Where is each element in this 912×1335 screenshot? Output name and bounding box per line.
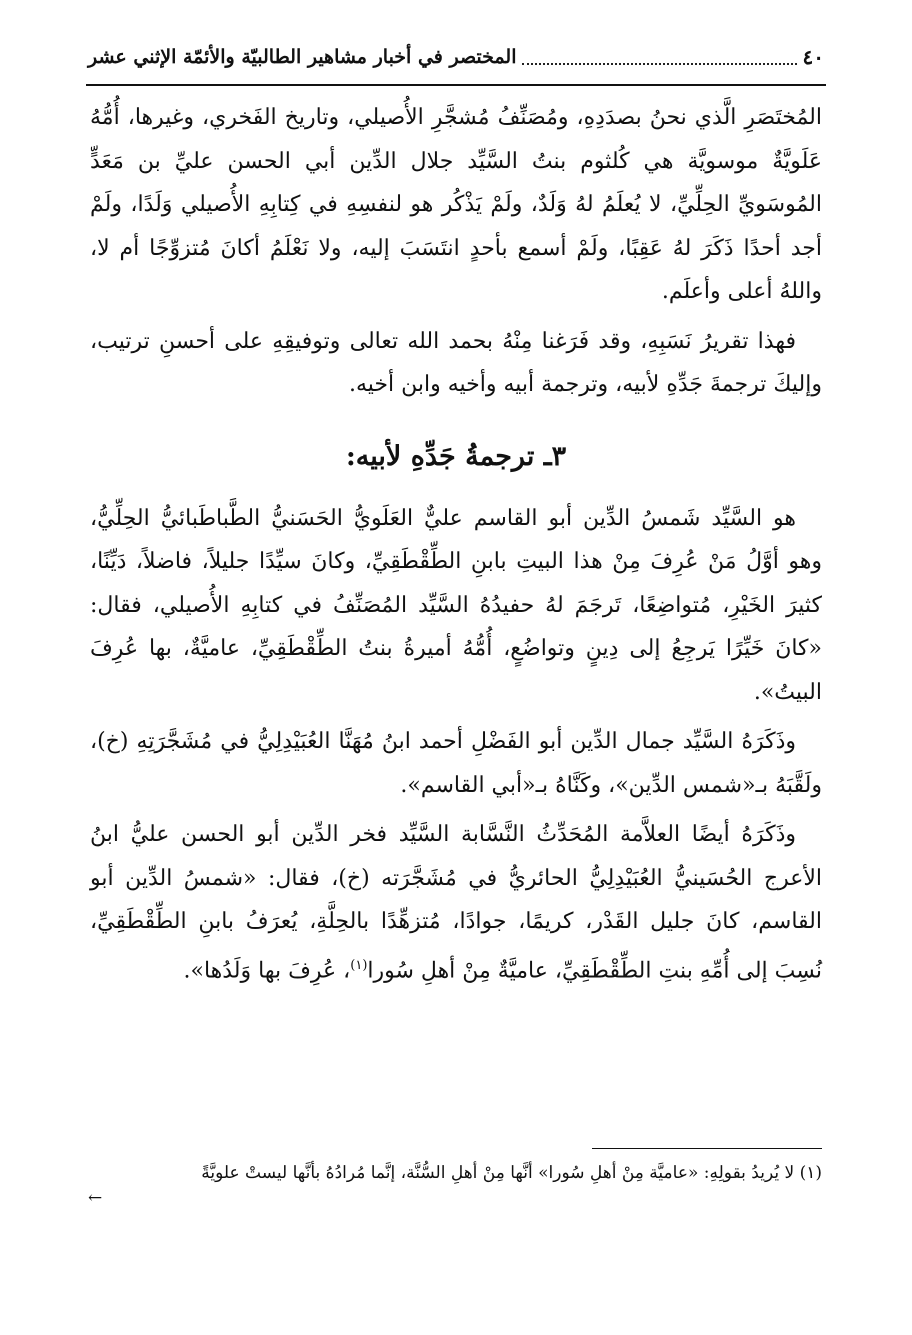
continuation-arrow-icon: ←	[88, 1188, 103, 1208]
section-heading: ٣ـ ترجمةُ جَدِّهِ لأبيه:	[345, 440, 567, 472]
footnote-reference[interactable]: (١)	[350, 957, 368, 973]
paragraph-1: المُختَصَرِ الَّذي نحنُ بصدَدِهِ، ومُصَنِّفُ مُشجَّرِ الأُصيلي، وتاريخ الفَخري، وغيرها، أُمُّهُ عَلَويَّةٌ موسويَّة هي كُلثوم بنتُ السَّيِّد جلال الدِّين أبي الحسن عليِّ بن مَعَدٍّ المُوسَويِّ الحِلِّيِّ، لا يُعلَمُ لهُ وَلَدٌ، ولَمْ يَذْكُر هو لنفسِهِ في كِتابِهِ الأُصيلي وَلَدًا، ولَمْ أجد أحدًا ذَكَرَ لهُ عَقِبًا، ولَمْ أسمع بأحدٍ انتَسَبَ إليه، ولا نَعْلَمُ أكانَ مُتزوِّجًا أم لا، واللهُ أعلى وأعلَم.	[90, 105, 823, 304]
book-title: المختصر في أخبار مشاهير الطالبيّة والأئمّة الإثني عشر	[88, 46, 517, 68]
paragraph-4: وذَكَرَهُ السَّيِّد جمال الدِّين أبو الفَضْلِ أحمد ابنُ مُهَنَّا العُبَيْدِلِيُّ في مُشَجَّرَتِهِ (خ)، ولَقَّبَهُ بـ«شمس الدِّين»، وكَنَّاهُ بـ«أبي القاسم».	[90, 729, 822, 798]
header-rule	[86, 84, 826, 86]
main-text	[90, 96, 822, 992]
paragraph-3: هو السَّيِّد شَمسُ الدِّين أبو القاسم عليٌّ العَلَويُّ الحَسَنيُّ الطَّباطَبائيُّ الحِلِّيُّ، وهو أوَّلُ مَنْ عُرِفَ مِنْ هذا البيتِ بابنِ الطِّقْطَقِيِّ، وكانَ سيِّدًا جليلاً، فاضلاً، دَيِّنًا، كثيرَ الخَيْرِ، مُتواضِعًا، تَرجَمَ لهُ حفيدُهُ السَّيِّد المُصَنِّفُ في كتابِهِ الأُصيلي، فقال: «كانَ خَيِّرًا يَرجِعُ إلى دِينٍ وتواضُعٍ، أُمُّهُ أميرةُ بنتُ الطِّقْطَقِيِّ، عاميَّةٌ، بها عُرِفَ البيتُ».	[90, 505, 822, 705]
paragraph-2: فهذا تقريرُ نَسَبِهِ، وقد فَرَغنا مِنْهُ بحمد الله تعالى وتوفيقِهِ على أحسنِ ترتيب، وإليكَ ترجمةَ جَدِّهِ لأبيه، وترجمة أبيه وأخيه وابن أخيه.	[90, 328, 822, 397]
paragraph-5	[90, 813, 822, 992]
footnote-1: (١) لا يُريدُ بقولِهِ: «عاميَّة مِنْ أهلِ سُورا» أنَّها مِنْ أهلِ السُّنَّة، إنَّما مُرادُهُ بأنَّها ليستْ علويَّةً	[201, 1163, 822, 1183]
running-header	[88, 40, 824, 74]
paragraph-5-end: ، عُرِفَ بها وَلَدُها».	[183, 957, 351, 983]
page-number: ٤٠	[802, 45, 824, 69]
header-leader-dots	[522, 49, 796, 65]
paragraph-5-text: وذَكَرَهُ أيضًا العلاَّمة المُحَدِّثُ النَّسَّابة السَّيِّد فخر الدِّين أبو الحسن عليُّ ابنُ الأعرج الحُسَينيُّ العُبَيْدِلِيُّ الحائريُّ في مُشَجَّرَته (خ)، فقال: «شمسُ الدِّين أبو القاسم، كانَ جليل القَدْر، كريمًا، جوادًا، مُتزهِّدًا بالحِلَّةِ، يُعرَفُ بابنِ الطِّقْطَقِيِّ، نُسِبَ إلى أُمِّهِ بنتِ الطِّقْطَقِيِّ، عاميَّةٌ مِنْ أهلِ سُورا	[90, 822, 822, 983]
footnote-separator	[592, 1148, 822, 1149]
